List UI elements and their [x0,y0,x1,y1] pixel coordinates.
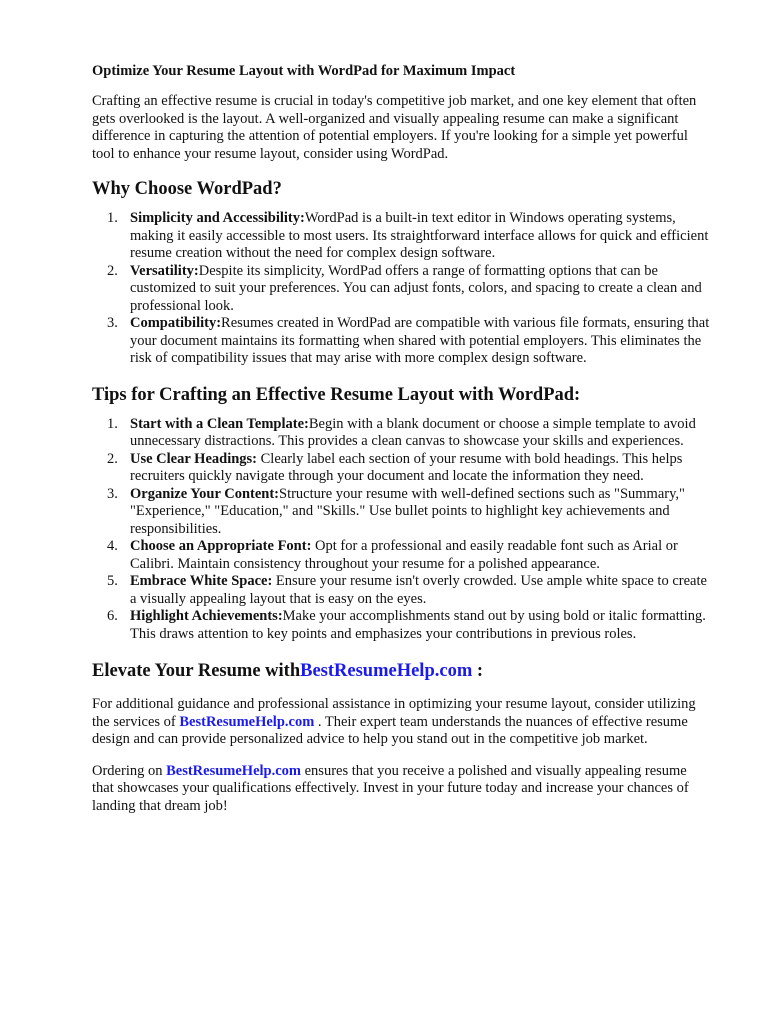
list-number: 2. [107,262,118,279]
paragraph-text: Ordering on [92,762,167,779]
list-item-text: Despite its simplicity, WordPad offers a range of formatting options that can be customized to suit your preferences. You can adjust fonts, colors, and spacing to create a clean and professional look. [130,262,702,314]
why-heading: Why Choose WordPad? [92,179,282,199]
document-title: Optimize Your Resume Layout with WordPad for Maximum Impact [92,63,516,79]
paragraph-text: For additional guidance and professional assistance in optimizing your resume layout, consider utilizing the services of [92,696,696,730]
why-list-item [92,263,712,316]
list-item-text: Make your accomplishments stand out by using bold or italic formatting. This draws attention to key points and emphasizes your contributions in previous roles. [130,608,706,642]
why-list-item [92,315,712,368]
list-item-text: Structure your resume with well-defined sections such as "Summary," "Experience," "Education," and "Skills." Use bullet points to highlight key achievements and responsibilities. [130,485,685,537]
list-item-text: Ensure your resume isn't overly crowded. Use ample white space to create a visually appealing layout that is easy on the eyes. [130,573,707,607]
elevate-heading [92,660,712,682]
list-number: 1. [107,210,118,226]
list-item-term: Simplicity and Accessibility: [130,210,305,226]
intro-paragraph: Crafting an effective resume is crucial in today's competitive job market, and one key element that often gets overlooked is the layout. A well-organized and visually appealing resume can make a significant difference in capturing the attention of potential employers. If you're looking for a simple yet powerful tool to enhance your resume layout, consider using WordPad. [92,93,697,162]
list-number: 2. [107,450,118,467]
list-item-text: Opt for a professional and easily readable font such as Arial or Calibri. Maintain consistency throughout your resume for a polished appearance. [130,538,678,572]
list-number: 5. [107,573,118,589]
list-item-term: Embrace White Space: [130,573,273,589]
paragraph-text: ensures that you receive a polished and visually appealing resume that showcases your qualifications effectively. Invest in your future today and increase your chances of landing that dream job! [92,762,689,814]
list-number: 6. [107,608,118,624]
list-item-term: Versatility: [130,262,199,279]
list-number: 3. [107,315,118,331]
bestresumehelp-link[interactable]: BestResumeHelp.com [166,762,301,779]
list-item-term: Highlight Achievements: [130,608,283,624]
why-list-item [92,210,712,263]
tips-list-item [92,538,712,573]
tips-list-item [92,451,712,486]
list-item-text: WordPad is a built-in text editor in Windows operating systems, making it easily accessible to most users. Its straightforward interface allows for quick and efficient resume creation without the need for complex design software. [130,210,709,261]
bestresumehelp-link[interactable]: BestResumeHelp.com [179,713,315,730]
list-item-term: Start with a Clean Template: [130,415,309,432]
document-page [92,62,712,815]
list-item-term: Compatibility: [130,315,222,331]
elevate-heading-suffix: : [472,661,484,681]
ordering-paragraph [92,763,712,816]
bestresumehelp-heading-link[interactable]: BestResumeHelp.com [300,661,473,681]
tips-list-item [92,573,712,608]
list-number: 1. [107,415,118,432]
tips-list-item [92,416,712,451]
list-item-text: Begin with a blank document or choose a simple template to avoid unnecessary distractions. This provides a clean canvas to showcase your skills and experiences. [130,415,696,449]
list-item-text: Clearly label each section of your resume with bold headings. This helps recruiters quickly navigate through your document and locate the information they need. [130,450,683,484]
list-number: 3. [107,485,118,502]
paragraph-text: . Their expert team understands the nuances of effective resume design and can provide personalized advice to help you stand out in the competitive job market. [92,713,688,747]
elevate-heading-prefix: Elevate Your Resume with [92,661,301,681]
list-item-term: Choose an Appropriate Font: [130,538,312,554]
guidance-paragraph [92,696,712,749]
list-item-term: Use Clear Headings: [130,450,258,467]
list-item-term: Organize Your Content: [130,485,280,502]
tips-list-item [92,608,712,643]
tips-list-item [92,486,712,539]
why-list [92,210,712,368]
tips-list [92,416,712,644]
list-number: 4. [107,538,118,554]
list-item-text: Resumes created in WordPad are compatible with various file formats, ensuring that your document maintains its formatting when shared with potential employers. This eliminates the risk of compatibility issues that may arise with more complex design software. [130,315,710,366]
tips-heading: Tips for Crafting an Effective Resume Layout with WordPad: [92,384,581,405]
